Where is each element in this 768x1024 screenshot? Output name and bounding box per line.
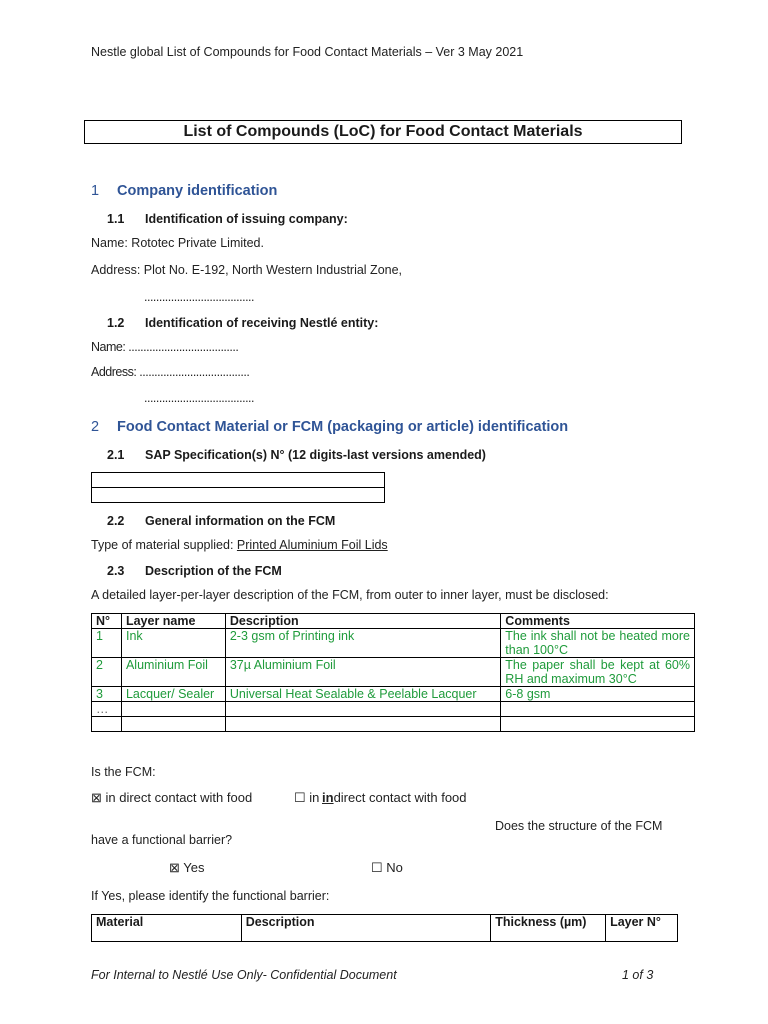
layer-description[interactable] <box>225 717 500 732</box>
header-layer-name: Layer name <box>121 614 225 629</box>
table-row <box>92 717 695 732</box>
section-2-1-heading <box>107 448 486 462</box>
header-comments: Comments <box>501 614 695 629</box>
section-2-2-heading <box>107 514 335 528</box>
receiver-name: Name: ..................................... <box>91 340 239 354</box>
table-row <box>92 658 695 687</box>
layer-no: … <box>92 702 122 717</box>
sap-spec-cell[interactable] <box>92 488 385 503</box>
document-title: List of Compounds (LoC) for Food Contact Materials <box>84 120 682 144</box>
layer-intro: A detailed layer-per-layer description of the FCM, from outer to inner layer, must be disclosed: <box>91 588 609 602</box>
material-type-value: Printed Aluminium Foil Lids <box>236 538 388 552</box>
section-2-number: 2 <box>91 419 100 435</box>
layer-description: 37µ Aluminium Foil <box>225 658 500 687</box>
header-material: Material <box>92 915 242 942</box>
section-1-2-number: 1.2 <box>107 316 125 330</box>
indirect-contact-prefix: ☐ in <box>294 790 320 805</box>
barrier-table-header <box>92 915 678 942</box>
header-layer-no: Layer N° <box>606 915 678 942</box>
table-row <box>92 629 695 658</box>
direct-contact-checkbox[interactable]: ⊠ in direct contact with food <box>91 790 253 805</box>
section-1-1-heading <box>107 212 348 226</box>
barrier-question-left: have a functional barrier? <box>91 833 233 847</box>
layer-comment[interactable] <box>501 717 695 732</box>
barrier-no-checkbox[interactable]: ☐ No <box>371 860 403 875</box>
layer-comment: 6-8 gsm <box>501 687 695 702</box>
header-description: Description <box>241 915 490 942</box>
section-2-title: Food Contact Material or FCM (packaging or article) identification <box>117 419 569 435</box>
section-2-3-heading <box>107 564 282 578</box>
footer-confidential: For Internal to Nestlé Use Only- Confidential Document <box>91 968 397 982</box>
section-1-2-heading <box>107 316 378 330</box>
indirect-contact-suffix: direct contact with food <box>333 790 467 805</box>
layer-name: Lacquer/ Sealer <box>121 687 225 702</box>
layer-comment: The ink shall not be heated more than 100°C <box>501 629 695 658</box>
section-2-3-number: 2.3 <box>107 564 125 578</box>
layer-no: 1 <box>92 629 122 658</box>
layer-no: 3 <box>92 687 122 702</box>
section-2-2-title: General information on the FCM <box>145 514 336 528</box>
issuer-address: Address: Plot No. E-192, North Western Industrial Zone, <box>91 263 403 277</box>
section-1-2-title: Identification of receiving Nestlé entity: <box>145 316 379 330</box>
indirect-contact-checkbox[interactable] <box>294 790 319 806</box>
receiver-address-continued: ..................................... <box>144 391 254 405</box>
layer-table-header <box>92 614 695 629</box>
layer-description: Universal Heat Sealable & Peelable Lacquer <box>225 687 500 702</box>
document-header: Nestle global List of Compounds for Food Contact Materials – Ver 3 May 2021 <box>91 45 524 59</box>
material-type-line <box>91 538 388 552</box>
table-row <box>92 687 695 702</box>
header-thickness: Thickness (µm) <box>491 915 606 942</box>
layer-name: Ink <box>121 629 225 658</box>
issuer-name: Name: Rototec Private Limited. <box>91 236 264 250</box>
layer-no[interactable] <box>92 717 122 732</box>
layer-description[interactable] <box>225 702 500 717</box>
indirect-contact-label <box>322 790 467 805</box>
layer-name[interactable] <box>121 702 225 717</box>
section-2-3-title: Description of the FCM <box>145 564 282 578</box>
fcm-question: Is the FCM: <box>91 765 156 779</box>
section-1-1-number: 1.1 <box>107 212 125 226</box>
section-1-number: 1 <box>91 183 100 199</box>
sap-spec-cell[interactable] <box>92 473 385 488</box>
barrier-question-right: Does the structure of the FCM <box>495 819 663 833</box>
section-2-2-number: 2.2 <box>107 514 125 528</box>
section-2-1-title: SAP Specification(s) N° (12 digits-last versions amended) <box>145 448 486 462</box>
layer-comment[interactable] <box>501 702 695 717</box>
header-description: Description <box>225 614 500 629</box>
layer-description: 2-3 gsm of Printing ink <box>225 629 500 658</box>
sap-spec-table <box>91 472 385 503</box>
identify-barrier-prompt: If Yes, please identify the functional barrier: <box>91 889 330 903</box>
indirect-emphasis: in <box>322 790 334 805</box>
header-no: N° <box>92 614 122 629</box>
barrier-yes-checkbox[interactable]: ⊠ Yes <box>169 860 205 875</box>
issuer-address-continued: ..................................... <box>144 290 254 304</box>
section-2-heading <box>91 419 568 435</box>
section-2-1-number: 2.1 <box>107 448 125 462</box>
section-1-title: Company identification <box>117 183 278 199</box>
layer-no: 2 <box>92 658 122 687</box>
material-type-label: Type of material supplied: <box>91 538 237 552</box>
layer-name: Aluminium Foil <box>121 658 225 687</box>
barrier-table <box>91 914 678 942</box>
layer-table <box>91 613 695 732</box>
table-row <box>92 702 695 717</box>
section-1-1-title: Identification of issuing company: <box>145 212 348 226</box>
layer-comment: The paper shall be kept at 60% RH and maximum 30°C <box>501 658 695 687</box>
footer-page-number: 1 of 3 <box>622 968 654 982</box>
layer-name[interactable] <box>121 717 225 732</box>
receiver-address: Address: ..................................... <box>91 365 250 379</box>
section-1-heading <box>91 183 277 199</box>
